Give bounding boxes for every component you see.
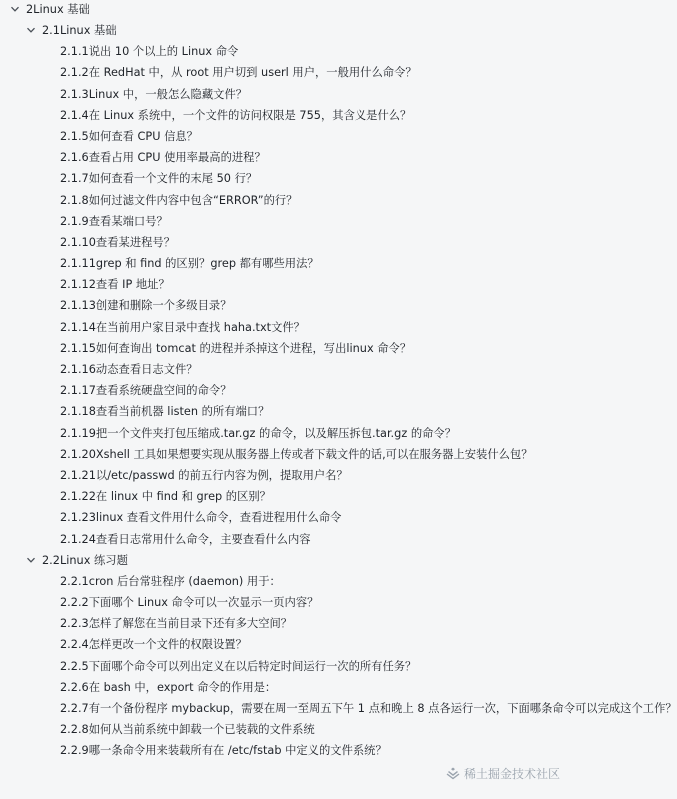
outline-item[interactable]: 2.2.1cron 后台常驻程序 (daemon) 用于： bbox=[60, 574, 281, 588]
outline-item[interactable]: 2.1.18查看当前机器 listen 的所有端口？ bbox=[60, 405, 270, 419]
outline-item[interactable]: 2.1.4在 Linux 系统中，一个文件的访问权限是 755，其含义是什么？ bbox=[60, 108, 412, 122]
outline-item[interactable]: 2.2.7有一个备份程序 mybackup，需要在周一至周五下午 1 点和晚上 8 点各运行一次，下面哪条命令可以完成这个工作？ bbox=[60, 702, 677, 715]
outline-item[interactable]: 2.2.5下面哪个命令可以列出定义在以后特定时间运行一次的所有任务？ bbox=[60, 659, 417, 673]
outline-item[interactable]: 2.1.17查看系统硬盘空间的命令？ bbox=[60, 384, 232, 398]
watermark bbox=[446, 765, 560, 782]
section-label: 2.1Linux 基础 bbox=[42, 24, 117, 37]
outline-item[interactable]: 2.1.10查看某进程号？ bbox=[60, 235, 176, 249]
outline-item[interactable]: 2.1.7如何查看一个文件的末尾 50 行？ bbox=[60, 172, 258, 186]
outline-item[interactable]: 2.1.24查看日志常用什么命令，主要查看什么内容 bbox=[60, 532, 311, 546]
outline-root-label: 2Linux 基础 bbox=[26, 3, 90, 16]
section-label: 2.2Linux 练习题 bbox=[42, 553, 128, 567]
outline-item[interactable]: 2.1.16动态查看日志文件？ bbox=[60, 363, 198, 376]
outline-item[interactable]: 2.2.2下面哪个 Linux 命令可以一次显示一页内容？ bbox=[60, 596, 319, 610]
outline-item[interactable]: 2.1.1说出 10 个以上的 Linux 命令 bbox=[60, 45, 239, 59]
outline-item[interactable]: 2.2.6在 bash 中，export 命令的作用是： bbox=[60, 680, 277, 694]
section-2-2[interactable] bbox=[0, 550, 576, 571]
outline-item[interactable]: 2.2.9哪一条命令用来装载所有在 /etc/fstab 中定义的文件系统？ bbox=[60, 744, 387, 758]
outline-item[interactable]: 2.1.3Linux 中，一般怎么隐藏文件？ bbox=[60, 87, 248, 101]
watermark-text: 稀土掘金技术社区 bbox=[463, 767, 560, 781]
outline-item[interactable]: 2.1.12查看 IP 地址？ bbox=[60, 278, 170, 292]
outline-item[interactable]: 2.1.5如何查看 CPU 信息？ bbox=[60, 129, 198, 143]
juejin-logo-icon bbox=[446, 766, 460, 780]
chevron-down-icon[interactable] bbox=[26, 25, 36, 35]
outline-item[interactable]: 2.1.9查看某端口号？ bbox=[60, 214, 168, 228]
outline-root[interactable] bbox=[0, 0, 576, 20]
outline-item[interactable]: 2.2.8如何从当前系统中卸载一个已装载的文件系统 bbox=[60, 723, 315, 737]
outline-item[interactable]: 2.1.21以/etc/passwd 的前五行内容为例，提取用户名？ bbox=[60, 468, 348, 482]
outline-item[interactable]: 2.1.6查看占用 CPU 使用率最高的进程？ bbox=[60, 151, 266, 165]
outline-item[interactable]: 2.1.15如何查询出 tomcat 的进程并杀掉这个进程，写出linux 命令？ bbox=[60, 341, 412, 355]
outline-item[interactable]: 2.1.20Xshell 工具如果想要实现从服务器上传或者下载文件的话,可以在服务器上安装什么包？ bbox=[60, 447, 533, 461]
chevron-down-icon[interactable] bbox=[10, 4, 20, 14]
outline-item[interactable]: 2.2.4怎样更改一个文件的权限设置？ bbox=[60, 638, 247, 652]
outline-item[interactable]: 2.1.22在 linux 中 find 和 grep 的区别？ bbox=[60, 490, 271, 504]
outline-item[interactable]: 2.1.19把一个文件夹打包压缩成.tar.gz 的命令，以及解压拆包.tar.gz 的命令？ bbox=[60, 426, 457, 440]
outline-item[interactable]: 2.1.23linux 查看文件用什么命令，查看进程用什么命令 bbox=[60, 511, 342, 525]
outline-item[interactable]: 2.2.3怎样了解您在当前目录下还有多大空间？ bbox=[60, 617, 293, 631]
outline-item[interactable]: 2.1.14在当前用户家目录中查找 haha.txt文件？ bbox=[60, 320, 305, 334]
section-2-1[interactable] bbox=[0, 20, 576, 41]
outline-item[interactable]: 2.1.13创建和删除一个多级目录？ bbox=[60, 299, 232, 313]
outline-item[interactable]: 2.1.11grep 和 find 的区别？grep 都有哪些用法？ bbox=[60, 257, 319, 271]
outline-item[interactable]: 2.1.8如何过滤文件内容中包含“ERROR”的行？ bbox=[60, 193, 298, 207]
chevron-down-icon[interactable] bbox=[26, 555, 36, 565]
outline-item[interactable]: 2.1.2在 RedHat 中，从 root 用户切到 userl 用户，一般用什么命令？ bbox=[60, 66, 417, 80]
